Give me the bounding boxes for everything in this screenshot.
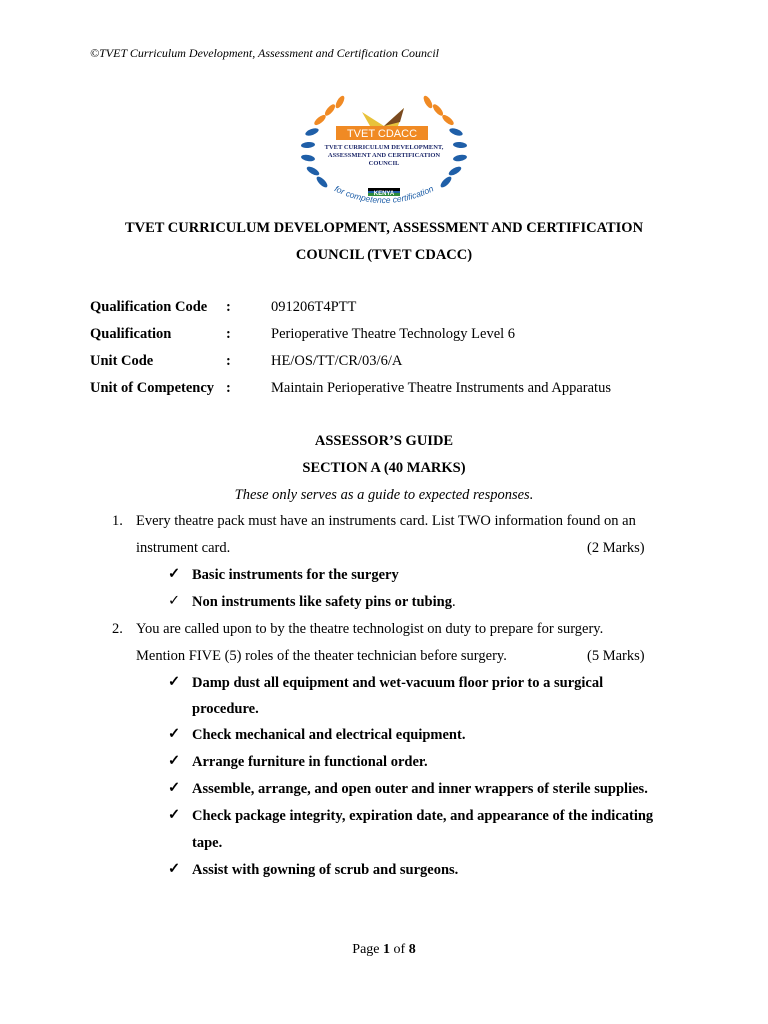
page-of: of xyxy=(390,942,409,957)
checkmark-icon: ✓ xyxy=(168,861,181,877)
question-number: 1. xyxy=(112,513,123,529)
answer-text: Damp dust all equipment and wet-vacuum floor prior to a surgical xyxy=(192,675,604,691)
logo-org-line2: ASSESSMENT AND CERTIFICATION xyxy=(327,152,441,159)
guide-note: These only serves as a guide to expected responses. xyxy=(234,487,534,503)
checkmark-icon: ✓ xyxy=(168,674,181,690)
question-marks: (2 Marks) xyxy=(587,540,645,556)
meta-colon: : xyxy=(226,380,231,396)
meta-colon: : xyxy=(226,353,231,369)
answer-continuation: procedure. xyxy=(192,701,259,717)
answer-text: Basic instruments for the surgery xyxy=(192,567,399,583)
page-current: 1 xyxy=(383,942,391,957)
answer-continuation: tape. xyxy=(192,835,223,851)
laurel-left-icon xyxy=(301,94,347,189)
meta-label: Unit Code xyxy=(90,353,154,369)
meta-label: Qualification xyxy=(90,326,172,342)
assessors-guide-heading: ASSESSOR’S GUIDE xyxy=(314,433,454,449)
laurel-right-icon xyxy=(422,94,468,189)
page-footer xyxy=(0,942,768,958)
question-2 xyxy=(0,621,768,641)
page-total: 8 xyxy=(408,942,416,957)
checkmark-icon: ✓ xyxy=(168,807,181,823)
checkmark-icon: ✓ xyxy=(168,593,181,609)
question-marks: (5 Marks) xyxy=(587,648,645,664)
meta-value: Maintain Perioperative Theatre Instruments and Apparatus xyxy=(271,380,611,396)
brand-text: TVET CDACC xyxy=(346,128,418,140)
answer-text: Non instruments like safety pins or tubing. xyxy=(192,594,456,610)
meta-value: HE/OS/TT/CR/03/6/A xyxy=(271,353,403,369)
question-number: 2. xyxy=(112,621,123,637)
question-text-line2: Mention FIVE (5) roles of the theater technician before surgery. xyxy=(136,648,507,664)
checkmark-icon: ✓ xyxy=(168,566,181,582)
answer-text: Check package integrity, expiration date, and appearance of the indicating xyxy=(192,808,654,824)
meta-value: 091206T4PTT xyxy=(271,299,357,315)
page-prefix: Page xyxy=(352,942,384,957)
question-2-line2 xyxy=(0,648,768,668)
organization-title-line1: TVET CURRICULUM DEVELOPMENT, ASSESSMENT AND CERTIFICATION xyxy=(124,220,644,236)
logo-tagline: for competence certification xyxy=(333,183,435,206)
logo-org-line1: TVET CURRICULUM DEVELOPMENT, xyxy=(324,144,444,151)
meta-label: Qualification Code xyxy=(90,299,208,315)
meta-colon: : xyxy=(226,299,231,315)
logo-org-line3: COUNCIL xyxy=(368,160,400,167)
tvet-cdacc-logo xyxy=(300,92,468,210)
organization-title-line2: COUNCIL (TVET CDACC) xyxy=(295,247,473,263)
meta-label: Unit of Competency xyxy=(90,380,215,396)
country-text: KENYA xyxy=(373,191,395,197)
meta-colon: : xyxy=(226,326,231,342)
checkmark-icon: ✓ xyxy=(168,726,181,742)
section-heading: SECTION A (40 MARKS) xyxy=(302,460,466,476)
question-text-line2: instrument card. xyxy=(136,540,231,556)
copyright-header: ©TVET Curriculum Development, Assessment and Certification Council xyxy=(90,46,439,60)
meta-value: Perioperative Theatre Technology Level 6 xyxy=(271,326,516,342)
answer-text: Assist with gowning of scrub and surgeons. xyxy=(192,862,459,878)
question-text-line1: Every theatre pack must have an instruments card. List TWO information found on an xyxy=(136,513,636,529)
question-1 xyxy=(0,513,768,533)
answer-text: Check mechanical and electrical equipment. xyxy=(192,727,466,743)
question-1-line2 xyxy=(0,540,768,560)
answer-text: Arrange furniture in functional order. xyxy=(192,754,428,770)
checkmark-icon: ✓ xyxy=(168,753,181,769)
checkmark-icon: ✓ xyxy=(168,780,181,796)
answer-text: Assemble, arrange, and open outer and inner wrappers of sterile supplies. xyxy=(192,781,648,797)
question-text-line1: You are called upon to by the theatre technologist on duty to prepare for surgery. xyxy=(136,621,604,637)
